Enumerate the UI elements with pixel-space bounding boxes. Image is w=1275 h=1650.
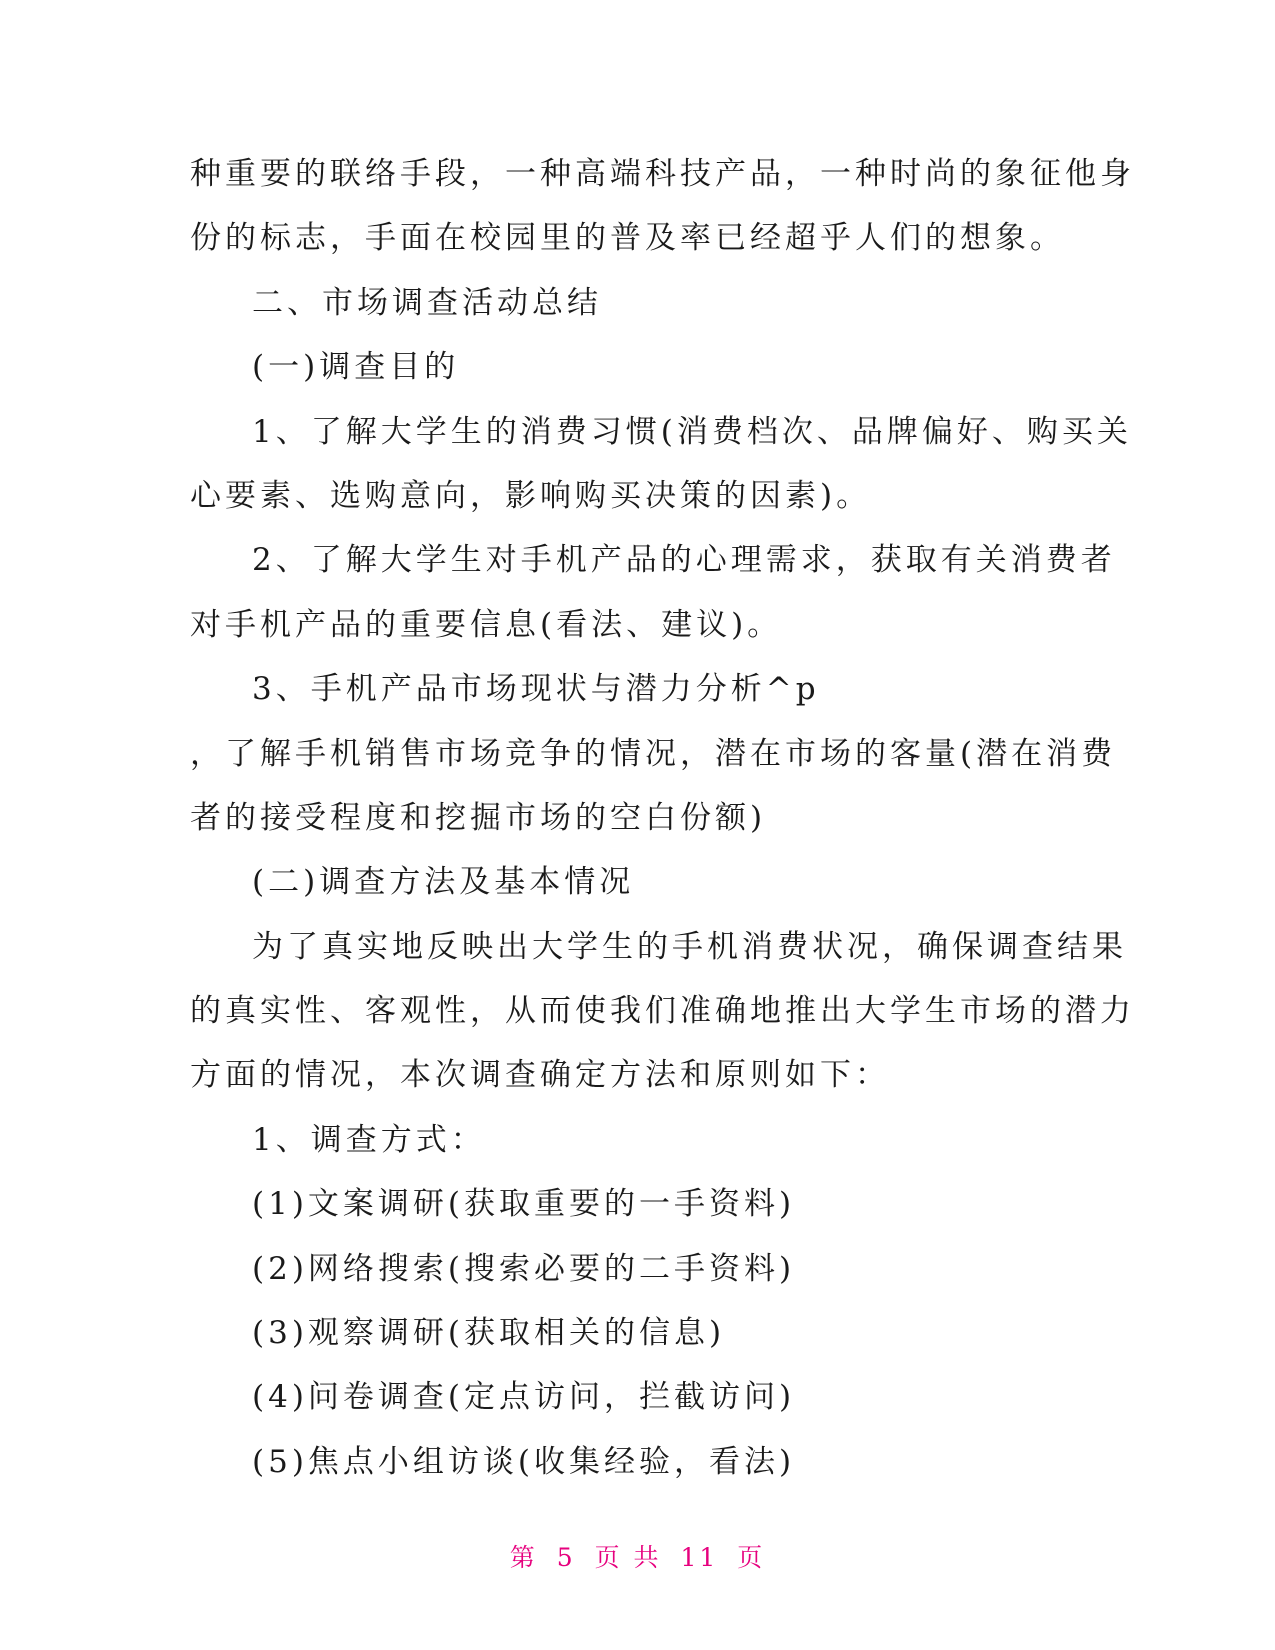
document-body [190, 142, 1135, 1494]
page-footer [0, 1538, 1275, 1574]
text-line: 对手机产品的重要信息(看法、建议)。 [190, 606, 783, 643]
footer-total-pages: 11 [680, 1543, 719, 1572]
text-line: 二、市场调查活动总结 [252, 284, 602, 321]
footer-prefix: 第 [509, 1543, 538, 1572]
text-line: 份的标志，手面在校园里的普及率已经超乎人们的想象。 [190, 220, 1065, 257]
text-line: (二)调查方法及基本情况 [252, 864, 635, 901]
text-line: ，了解手机销售市场竞争的情况，潜在市场的客量(潜在消费 [190, 735, 1117, 772]
text-line: (1)文案调研(获取重要的一手资料) [252, 1186, 796, 1223]
text-line: (2)网络搜索(搜索必要的二手资料) [252, 1250, 796, 1287]
text-line: (3)观察调研(获取相关的信息) [252, 1315, 726, 1352]
text-line: (4)问卷调查(定点访问，拦截访问) [252, 1379, 796, 1416]
text-line: 的真实性、客观性，从而使我们准确地推出大学生市场的潜力 [190, 993, 1135, 1030]
text-line: 1、了解大学生的消费习惯(消费档次、品牌偏好、购买关 [252, 413, 1132, 450]
text-line: 3、手机产品市场现状与潜力分析^p [252, 671, 820, 708]
text-line: 方面的情况，本次调查确定方法和原则如下： [190, 1057, 890, 1094]
text-line: 者的接受程度和挖掘市场的空白份额) [190, 799, 767, 836]
text-line: 心要素、选购意向，影响购买决策的因素)。 [190, 477, 872, 514]
footer-current-page: 5 [556, 1543, 576, 1572]
text-line: 2、了解大学生对手机产品的心理需求，获取有关消费者 [252, 542, 1116, 579]
text-line: 1、调查方式： [252, 1121, 486, 1158]
text-line: 种重要的联络手段，一种高端科技产品，一种时尚的象征他身 [190, 156, 1135, 192]
text-line: 为了真实地反映出大学生的手机消费状况，确保调查结果 [252, 928, 1127, 965]
footer-suffix: 页 [737, 1543, 766, 1572]
text-line: (5)焦点小组访谈(收集经验，看法) [252, 1443, 796, 1480]
footer-middle: 页 共 [594, 1543, 662, 1572]
text-line: (一)调查目的 [252, 349, 460, 386]
